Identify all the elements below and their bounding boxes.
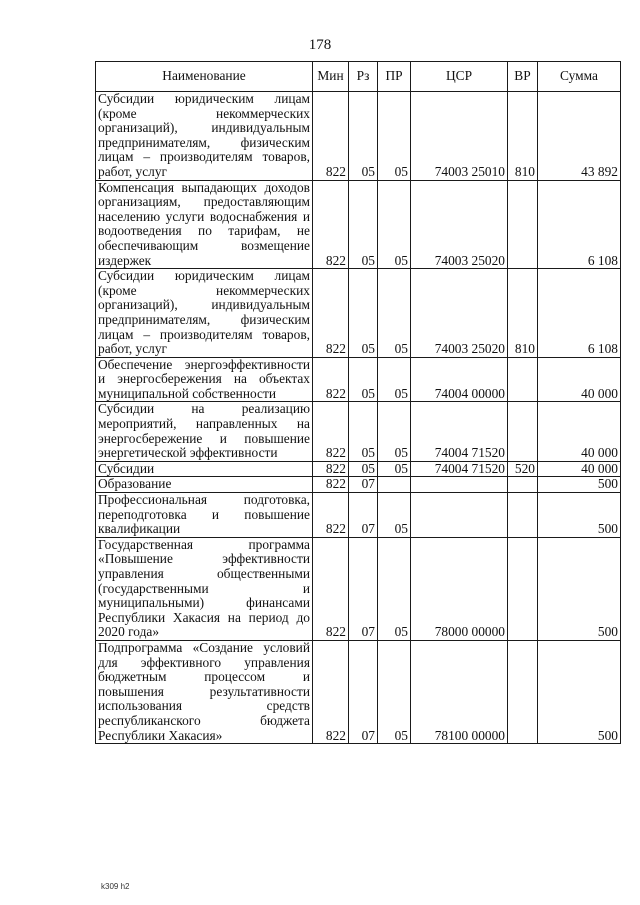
budget-table bbox=[95, 61, 621, 744]
row-min: 822 bbox=[313, 92, 349, 181]
row-sum: 6 108 bbox=[538, 180, 621, 269]
row-sum: 40 000 bbox=[538, 461, 621, 477]
row-rz: 07 bbox=[349, 640, 378, 743]
header-rz: Рз bbox=[349, 62, 378, 92]
table-row bbox=[96, 537, 621, 640]
row-pr: 05 bbox=[378, 180, 411, 269]
row-sum: 500 bbox=[538, 537, 621, 640]
table-row bbox=[96, 477, 621, 493]
row-name: Образование bbox=[96, 477, 313, 493]
row-rz: 05 bbox=[349, 92, 378, 181]
table-row bbox=[96, 269, 621, 358]
row-rz: 05 bbox=[349, 357, 378, 402]
row-sum: 43 892 bbox=[538, 92, 621, 181]
row-pr bbox=[378, 477, 411, 493]
header-name: Наименование bbox=[96, 62, 313, 92]
row-min: 822 bbox=[313, 357, 349, 402]
row-name: Субсидии юридическим лицам (кроме некоммерческих организаций), индивидуальным предпринимателям, физическим лицам – производителям товаров, работ, услуг bbox=[96, 92, 313, 181]
row-rz: 05 bbox=[349, 402, 378, 461]
row-sum: 500 bbox=[538, 493, 621, 538]
header-csr: ЦСР bbox=[411, 62, 508, 92]
row-pr: 05 bbox=[378, 537, 411, 640]
row-vr bbox=[508, 402, 538, 461]
table-row bbox=[96, 640, 621, 743]
row-rz: 07 bbox=[349, 537, 378, 640]
row-sum: 500 bbox=[538, 477, 621, 493]
row-vr bbox=[508, 180, 538, 269]
header-row bbox=[96, 62, 621, 92]
row-name: Субсидии на реализацию мероприятий, направленных на энергосбережение и повышение энергетической эффективности bbox=[96, 402, 313, 461]
row-name: Обеспечение энергоэффективности и энергосбережения на объектах муниципальной собственности bbox=[96, 357, 313, 402]
row-sum: 500 bbox=[538, 640, 621, 743]
header-vr: ВР bbox=[508, 62, 538, 92]
row-name: Профессиональная подготовка, переподготовка и повышение квалификации bbox=[96, 493, 313, 538]
row-min: 822 bbox=[313, 493, 349, 538]
row-csr bbox=[411, 493, 508, 538]
row-vr bbox=[508, 493, 538, 538]
row-rz: 05 bbox=[349, 180, 378, 269]
row-vr: 810 bbox=[508, 269, 538, 358]
page-number: 178 bbox=[308, 37, 332, 53]
row-min: 822 bbox=[313, 477, 349, 493]
table-row bbox=[96, 180, 621, 269]
row-name: Государственная программа «Повышение эффективности управления общественными (государственными и муниципальными) финансами Республики Хакасия на период до 2020 года» bbox=[96, 537, 313, 640]
table-row bbox=[96, 493, 621, 538]
row-rz: 05 bbox=[349, 461, 378, 477]
row-vr: 520 bbox=[508, 461, 538, 477]
row-vr: 810 bbox=[508, 92, 538, 181]
row-name: Субсидии юридическим лицам (кроме некоммерческих организаций), индивидуальным предпринимателям, физическим лицам – производителям товаров, работ, услуг bbox=[96, 269, 313, 358]
row-csr: 74003 25020 bbox=[411, 269, 508, 358]
row-vr bbox=[508, 537, 538, 640]
row-csr: 74004 71520 bbox=[411, 402, 508, 461]
table-row bbox=[96, 92, 621, 181]
row-pr: 05 bbox=[378, 493, 411, 538]
row-csr: 78100 00000 bbox=[411, 640, 508, 743]
header-sum: Сумма bbox=[538, 62, 621, 92]
row-pr: 05 bbox=[378, 402, 411, 461]
row-csr: 78000 00000 bbox=[411, 537, 508, 640]
row-vr bbox=[508, 477, 538, 493]
row-vr bbox=[508, 357, 538, 402]
row-csr: 74004 71520 bbox=[411, 461, 508, 477]
row-min: 822 bbox=[313, 269, 349, 358]
table-row bbox=[96, 402, 621, 461]
table-body bbox=[96, 92, 621, 744]
row-name: Подпрограмма «Создание условий для эффективного управления бюджетным процессом и повышения результативности использования средств республиканского бюджета Республики Хакасия» bbox=[96, 640, 313, 743]
header-pr: ПР bbox=[378, 62, 411, 92]
row-sum: 40 000 bbox=[538, 357, 621, 402]
row-min: 822 bbox=[313, 461, 349, 477]
row-name: Субсидии bbox=[96, 461, 313, 477]
row-min: 822 bbox=[313, 402, 349, 461]
row-pr: 05 bbox=[378, 92, 411, 181]
row-pr: 05 bbox=[378, 640, 411, 743]
row-csr: 74003 25020 bbox=[411, 180, 508, 269]
row-csr: 74003 25010 bbox=[411, 92, 508, 181]
row-name: Компенсация выпадающих доходов организациям, предоставляющим населению услуги водоснабжения и водоотведения по тарифам, не обеспечивающим возмещение издержек bbox=[96, 180, 313, 269]
row-rz: 07 bbox=[349, 477, 378, 493]
header-min: Мин bbox=[313, 62, 349, 92]
row-min: 822 bbox=[313, 537, 349, 640]
table-header bbox=[96, 62, 621, 92]
row-csr: 74004 00000 bbox=[411, 357, 508, 402]
table-row bbox=[96, 357, 621, 402]
row-sum: 6 108 bbox=[538, 269, 621, 358]
row-sum: 40 000 bbox=[538, 402, 621, 461]
row-pr: 05 bbox=[378, 357, 411, 402]
row-min: 822 bbox=[313, 640, 349, 743]
row-min: 822 bbox=[313, 180, 349, 269]
row-csr bbox=[411, 477, 508, 493]
row-vr bbox=[508, 640, 538, 743]
row-rz: 05 bbox=[349, 269, 378, 358]
table-row bbox=[96, 461, 621, 477]
footer-code: k309 h2 bbox=[101, 882, 130, 891]
row-pr: 05 bbox=[378, 461, 411, 477]
row-rz: 07 bbox=[349, 493, 378, 538]
row-pr: 05 bbox=[378, 269, 411, 358]
